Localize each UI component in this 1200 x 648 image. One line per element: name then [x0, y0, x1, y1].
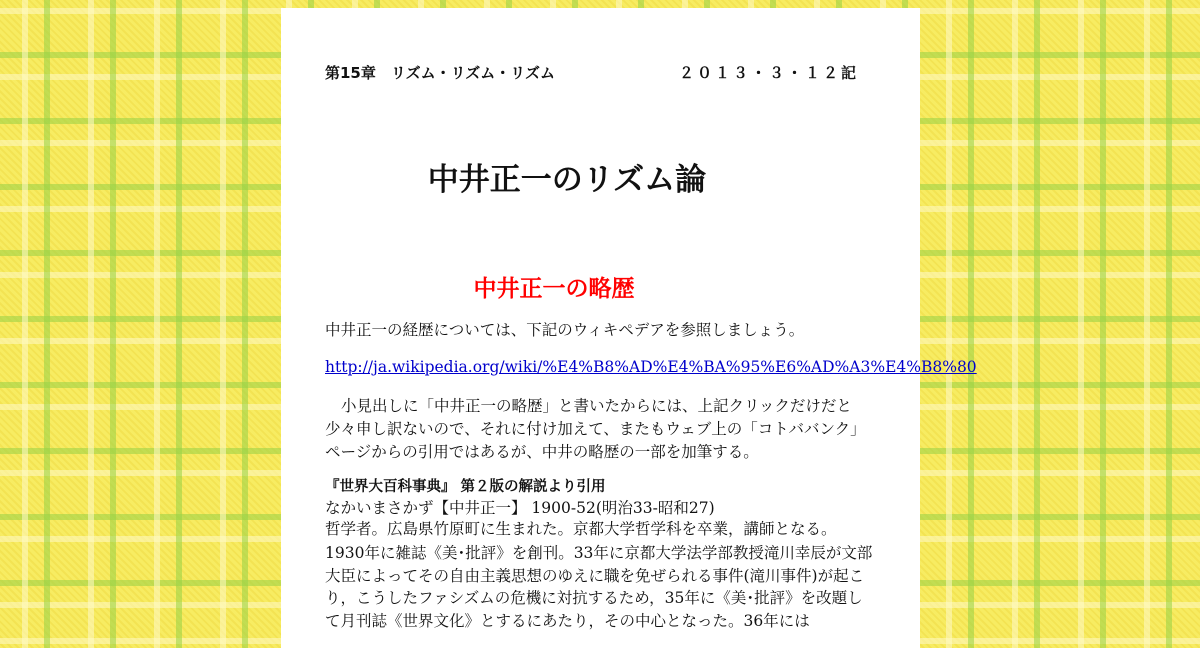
note-paragraph: [325, 395, 873, 464]
content-page: [281, 8, 977, 648]
note-text: 小見出しに「中井正一の略歴」と書いたからには、上記クリックだけだと少々申し訳ないので、それに付け加えて、またもウェブ上の「コトババンク」ページからの引用ではあるが、中井の略歴の一部を加筆する。: [325, 397, 866, 461]
chapter-title: 第15章 リズム・リズム・リズム: [325, 64, 555, 82]
encyclopedia-quote: [325, 476, 877, 632]
written-date: ２０１３・３・１２記: [679, 64, 860, 82]
intro-paragraph: 中井正一の経歴については、下記のウィキペデアを参照しましょう。: [325, 321, 805, 339]
page-title: 中井正一のリズム論: [427, 162, 707, 198]
wikipedia-link[interactable]: http://ja.wikipedia.org/wiki/%E4%B8%AD%E4%BA%95%E6%AD%A3%E4%B8%80: [325, 358, 977, 376]
quote-reading-line: なかいまさかず【中井正一】 1900-52(明治33-昭和27): [325, 499, 715, 517]
chapter-header: [325, 62, 865, 83]
section-title: 中井正一の略歴: [473, 276, 635, 302]
quote-history-paragraph: 1930年に雑誌《美･批評》を創刊。33年に京都大学法学部教授滝川幸辰が文部大臣によってその自由主義思想のゆえに職を免ぜられる事件(滝川事件)が起こり，こうしたファシズムの危機に対抗するため，35年に《美･批評》を改題して月刊誌《世界文化》とするにあたり，その中心となった。36年には: [325, 544, 873, 630]
quote-heading: 『世界大百科事典』 第２版の解説より引用: [325, 479, 606, 495]
quote-profile-line: 哲学者。広島県竹原町に生まれた。京都大学哲学科を卒業，講師となる。: [325, 520, 837, 538]
